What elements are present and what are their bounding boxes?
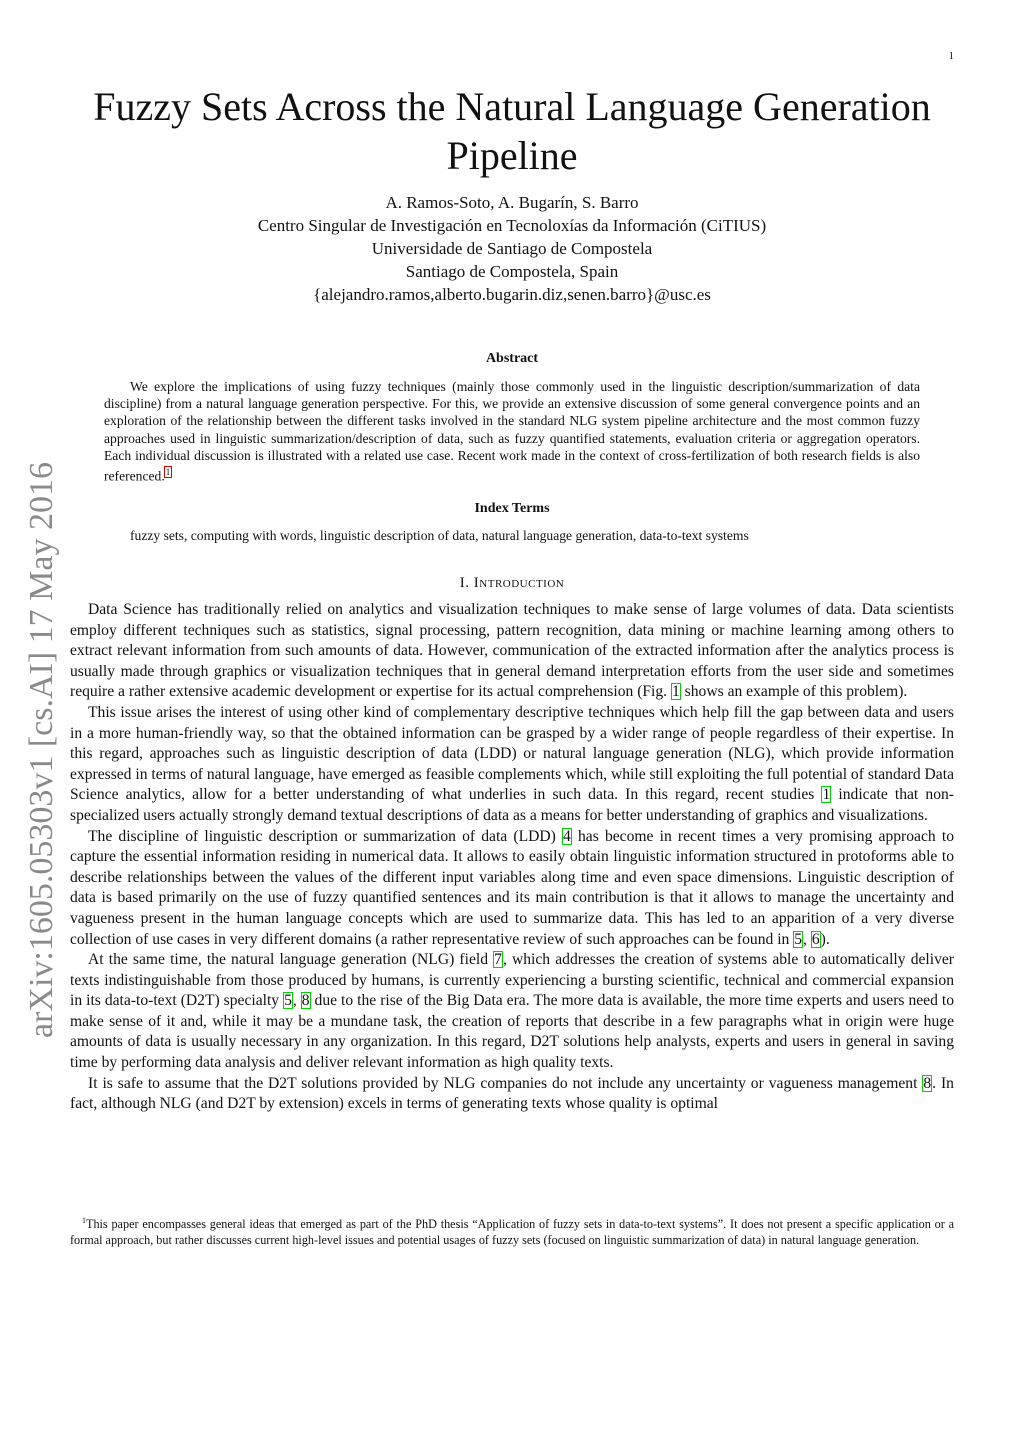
- index-terms-heading: Index Terms: [474, 501, 550, 516]
- footnote-link[interactable]: 1: [165, 467, 171, 478]
- citation-link[interactable]: 4: [563, 827, 571, 845]
- page-number: 1: [948, 50, 954, 62]
- author-block: [0, 191, 1024, 306]
- paragraph: [70, 827, 954, 951]
- paragraph-text: ,: [803, 930, 811, 948]
- citation-link[interactable]: 5: [794, 930, 803, 948]
- affiliation: Centro Singular de Investigación en Tecnoloxías da Información (CiTIUS): [257, 216, 767, 235]
- university: Universidade de Santiago de Compostela: [371, 239, 653, 258]
- body-text: [70, 600, 954, 1115]
- emails: {alejandro.ramos,alberto.bugarin.diz,senen.barro}@usc.es: [313, 285, 711, 304]
- paragraph: [70, 703, 954, 827]
- paragraph-text: . In fact, although NLG (and D2T by extension) excels in terms of generating texts whose quality is optimal: [70, 1074, 954, 1113]
- section-title: Introduction: [473, 575, 565, 591]
- paragraph-text: At the same time, the natural language generation (NLG) field: [88, 951, 494, 969]
- paragraph: [70, 950, 954, 1074]
- paragraph-text: indicate that non-specialized users actually strongly demand textual descriptions of data as a means for better understanding of graphics and visualizations.: [70, 786, 954, 824]
- citation-link[interactable]: 8: [301, 992, 310, 1010]
- paragraph: [70, 600, 954, 703]
- paragraph-text: ).: [820, 930, 830, 948]
- abstract-body: We explore the implications of using fuzzy techniques (mainly those commonly used in the linguistic description/summarization of data discipline) from a natural language generation perspective. For this, we provide an extensive discussion of some general convergence points and an exploration of the relationship between the different tasks involved in the standard NLG system pipeline architecture and the most common fuzzy approaches used in linguistic summarization/description of data, such as fuzzy quantified statements, evaluation criteria or aggregation operators. Each individual discussion is illustrated with a related use case. Recent work made in the context of cross-fertilization of both research fields is also referenced.: [104, 379, 920, 484]
- footnote-mark: 1: [82, 1216, 86, 1225]
- paragraph-text: ,: [292, 992, 301, 1010]
- paragraph-text: This issue arises the interest of using other kind of complementary descriptive techniques which help fill the gap between data and users in a more human-friendly way, so that the obtained information can be grasped by a wider range of people regardless of their expertise. In this regard, approaches such as linguistic description of data (LDD) or natural language generation (NLG), which provide information expressed in terms of natural language, have emerged as feasible complements which, while still exploiting the full potential of standard Data Science analytics, allow for a better understanding of what underlies in such data. In this regard, recent studies: [70, 703, 954, 804]
- abstract-text: [104, 378, 920, 485]
- index-terms: fuzzy sets, computing with words, linguistic description of data, natural language generation, data-to-text systems: [130, 528, 749, 543]
- citation-link[interactable]: 1: [671, 683, 680, 701]
- paragraph-text: shows an example of this problem).: [680, 683, 908, 701]
- paragraph-text: has become in recent times a very promising approach to capture the essential information residing in numerical data. It allows to easily obtain linguistic information structured in protoforms able to describe relationships between the values of the different input variables along time and even space dimensions. Linguistic description of data is based primarily on the use of fuzzy quantified sentences and its main contribution is that it allows to manage the uncertainty and vagueness present in the human language concepts which are used to summarize data. This has led to an apparition of a very diverse collection of use cases in very different domains (a rather representative review of such approaches can be found in: [70, 827, 954, 948]
- section-numeral: I.: [459, 575, 474, 591]
- paragraph-text: , which addresses the creation of systems able to automatically deliver texts indistinguishable from those produced by humans, is currently experiencing a bursting scientific, technical and commercial expansion in its data-to-text (D2T) specialty: [70, 951, 954, 1010]
- footnote: [70, 1213, 954, 1249]
- location: Santiago de Compostela, Spain: [405, 262, 619, 281]
- paragraph: [70, 1074, 954, 1115]
- paragraph-text: due to the rise of the Big Data era. The more data is available, the more time experts and users need to make sense of it and, while it may be a mundane task, the creation of reports that describe in a few paragraphs what in origin were huge amounts of data is usually necessary in any organization. In this regard, D2T solutions help analysts, experts and users in general in saving time by performing data analysis and deliver relevant information as high quality texts.: [70, 992, 954, 1072]
- citation-link[interactable]: 8: [923, 1074, 932, 1092]
- citation-link[interactable]: 7: [494, 951, 502, 969]
- citation-link[interactable]: 6: [811, 930, 820, 948]
- paragraph-text: It is safe to assume that the D2T solutions provided by NLG companies do not include any uncertainty or vagueness management: [88, 1074, 923, 1092]
- citation-link[interactable]: 5: [284, 992, 292, 1010]
- paragraph-text: The discipline of linguistic description or summarization of data (LDD): [88, 827, 563, 845]
- arxiv-stamp: arXiv:1605.05303v1 [cs.AI] 17 May 2016: [23, 461, 60, 1039]
- footnote-text: This paper encompasses general ideas that emerged as part of the PhD thesis “Application of fuzzy sets in data-to-text systems”. It does not present a specific application or a formal approach, but rather discusses current high-level issues and potential usages of fuzzy sets (focused on linguistic summarization of data) in natural language generation.: [70, 1217, 954, 1247]
- paragraph-text: Data Science has traditionally relied on analytics and visualization techniques to make sense of large volumes of data. Data scientists employ different techniques such as statistics, signal processing, pattern recognition, data mining or machine learning among others to extract relevant information from such amounts of data. However, communication of the extracted information after the analytics process is usually made through graphics or visualization techniques that in general demand interpretation efforts from the user side and sometimes require a rather extensive academic development or expertise for its actual comprehension (Fig.: [70, 601, 954, 701]
- citation-link[interactable]: 1: [822, 786, 831, 804]
- abstract-heading: Abstract: [485, 351, 539, 366]
- author-names: A. Ramos-Soto, A. Bugarín, S. Barro: [385, 193, 639, 212]
- paper-title: Fuzzy Sets Across the Natural Language Generation Pipeline: [93, 84, 931, 178]
- section-heading: [0, 575, 1024, 592]
